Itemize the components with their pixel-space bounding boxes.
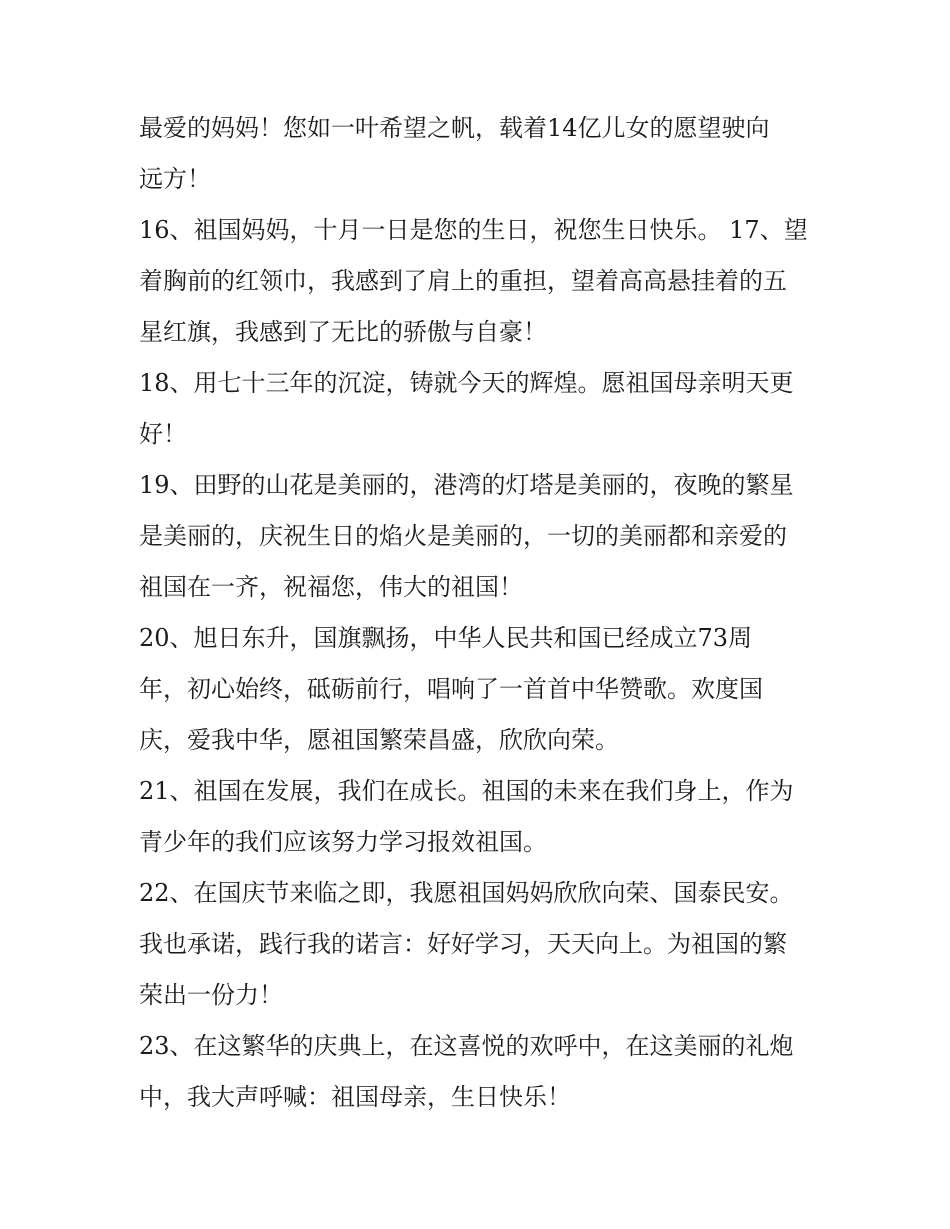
text-line: 21、祖国在发展，我们在成长。祖国的未来在我们身上，作为 xyxy=(139,777,794,805)
text-line: 20、旭日东升，国旗飘扬，中华人民共和国已经成立73周 xyxy=(139,624,753,652)
text-line: 23、在这繁华的庆典上，在这喜悦的欢呼中，在这美丽的礼炮 xyxy=(139,1032,794,1060)
text-line: 庆，爱我中华，愿祖国繁荣昌盛，欣欣向荣。 xyxy=(139,726,619,754)
text-line: 中，我大声呼喊：祖国母亲，生日快乐！ xyxy=(139,1083,571,1111)
text-line: 22、在国庆节来临之即，我愿祖国妈妈欣欣向荣、国泰民安。 xyxy=(139,879,794,907)
text-line: 最爱的妈妈！您如一叶希望之帆，载着14亿儿女的愿望驶向 xyxy=(139,114,770,142)
text-line: 16、祖国妈妈，十月一日是您的生日，祝您生日快乐。 17、望 xyxy=(139,216,808,244)
text-line: 祖国在一齐，祝福您，伟大的祖国！ xyxy=(139,573,523,601)
text-line: 好！ xyxy=(139,420,187,448)
text-line: 星红旗，我感到了无比的骄傲与自豪！ xyxy=(139,318,547,346)
text-line: 着胸前的红领巾，我感到了肩上的重担，望着高高悬挂着的五 xyxy=(139,267,787,295)
text-line: 我也承诺，践行我的诺言：好好学习，天天向上。为祖国的繁 xyxy=(139,930,787,958)
text-line: 远方！ xyxy=(139,165,211,193)
text-line: 荣出一份力！ xyxy=(139,981,283,1009)
text-line: 19、田野的山花是美丽的，港湾的灯塔是美丽的，夜晚的繁星 xyxy=(139,471,794,499)
document-body xyxy=(139,103,829,1123)
text-line: 是美丽的，庆祝生日的焰火是美丽的，一切的美丽都和亲爱的 xyxy=(139,522,787,550)
text-line: 年，初心始终，砥砺前行，唱响了一首首中华赞歌。欢度国 xyxy=(139,675,763,703)
text-line: 青少年的我们应该努力学习报效祖国。 xyxy=(139,828,547,856)
text-line: 18、用七十三年的沉淀，铸就今天的辉煌。愿祖国母亲明天更 xyxy=(139,369,794,397)
